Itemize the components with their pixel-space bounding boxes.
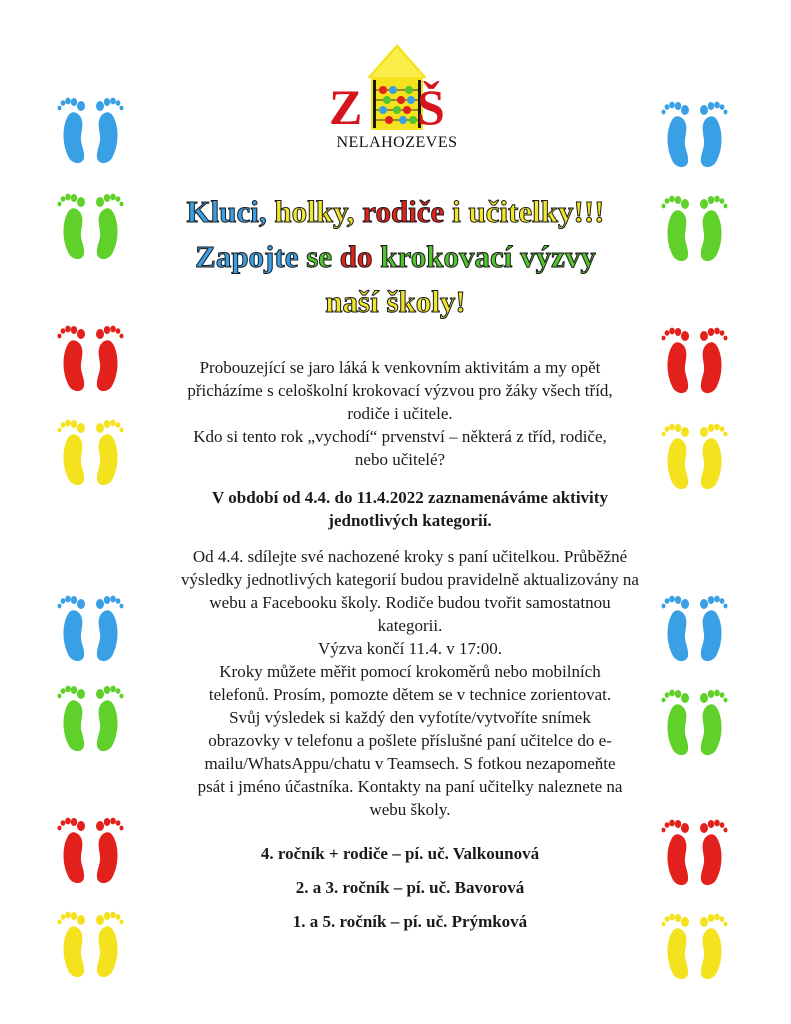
text-line: webu a Facebooku školy. Rodiče budou tvořit samostatnou: [209, 593, 611, 612]
text-line: přicházíme s celoškolní krokovací výzvou pro žáky všech tříd,: [187, 381, 613, 400]
headline-word: Zapojte: [195, 239, 299, 274]
footprints-icon: [56, 414, 128, 492]
text-line: kategorii.: [377, 616, 443, 635]
text-line: Od 4.4. sdílejte své nachozené kroky s paní učitelkou. Průběžné: [192, 547, 628, 566]
headline-line-1: [80, 189, 711, 234]
instructions-paragraph: [140, 545, 680, 821]
headline-line-3: [80, 279, 711, 324]
text-line: Svůj výsledek si každý den vyfotíte/vytvoříte snímek: [229, 708, 591, 727]
footprints-icon: [660, 322, 732, 400]
headline-word: Kluci,: [186, 194, 267, 229]
headline: [80, 189, 711, 324]
footprints-icon: [660, 96, 732, 174]
text-line: výsledky jednotlivých kategorií budou pravidelně aktualizovány na: [181, 570, 639, 589]
headline-word: se: [298, 239, 333, 274]
footprints-icon: [660, 908, 732, 986]
text-line: Výzva končí 11.4. v 17:00.: [318, 639, 502, 658]
headline-word: do: [332, 239, 373, 274]
text-line: nebo učitelé?: [354, 450, 446, 469]
school-logo: [327, 42, 467, 157]
headline-word: rodiče: [354, 194, 445, 229]
text-line: V období od 4.4. do 11.4.2022 zaznamenáváme aktivity: [212, 488, 608, 507]
footprints-icon: [56, 92, 128, 170]
footprints-icon: [660, 814, 732, 892]
period-notice: [150, 486, 670, 532]
footprints-icon: [56, 320, 128, 398]
text-line: telefonů. Prosím, pomozte dětem se v technice zorientovat.: [208, 685, 612, 704]
text-line: Probouzející se jaro láká k venkovním aktivitám a my opět: [199, 358, 601, 377]
logo-subtitle: NELAHOZEVES: [336, 134, 458, 151]
class-teacher-1: 4. ročník + rodiče – pí. uč. Valkounová: [260, 844, 540, 863]
text-line: Kroky můžete měřit pomocí krokoměrů nebo mobilních: [219, 662, 601, 681]
logo-letter-s: Š: [417, 79, 445, 135]
text-line: Kdo si tento rok „vychodí“ prvenství – některá z tříd, rodiče,: [193, 427, 607, 446]
class-teacher-3: 1. a 5. ročník – pí. uč. Prýmková: [292, 912, 528, 931]
headline-word: i učitelky!!!: [444, 194, 605, 229]
footprints-icon: [56, 680, 128, 758]
text-line: jednotlivých kategorií.: [328, 511, 492, 530]
headline-word: krokovací výzvy: [372, 239, 596, 274]
footprints-icon: [660, 418, 732, 496]
text-line: webu školy.: [369, 800, 451, 819]
headline-word: školy!: [378, 284, 466, 319]
footprints-icon: [56, 906, 128, 984]
footprints-icon: [56, 590, 128, 668]
text-line: mailu/WhatsAppu/chatu v Teamsech. S fotkou nezapomeňte: [204, 754, 616, 773]
class-teacher-2: 2. a 3. ročník – pí. uč. Bavorová: [295, 878, 525, 897]
footprints-icon: [56, 812, 128, 890]
text-line: rodiče i učitele.: [347, 404, 453, 423]
intro-paragraph: [150, 356, 650, 471]
logo-letter-z: Z: [329, 79, 363, 135]
text-line: psát i jméno účastníka. Kontakty na paní učitelky naleznete na: [197, 777, 623, 796]
headline-word: naší: [325, 284, 379, 319]
headline-line-2: [80, 234, 711, 279]
text-line: obrazovky v telefonu a pošlete příslušné paní učitelce do e-: [208, 731, 612, 750]
headline-word: holky,: [266, 194, 355, 229]
